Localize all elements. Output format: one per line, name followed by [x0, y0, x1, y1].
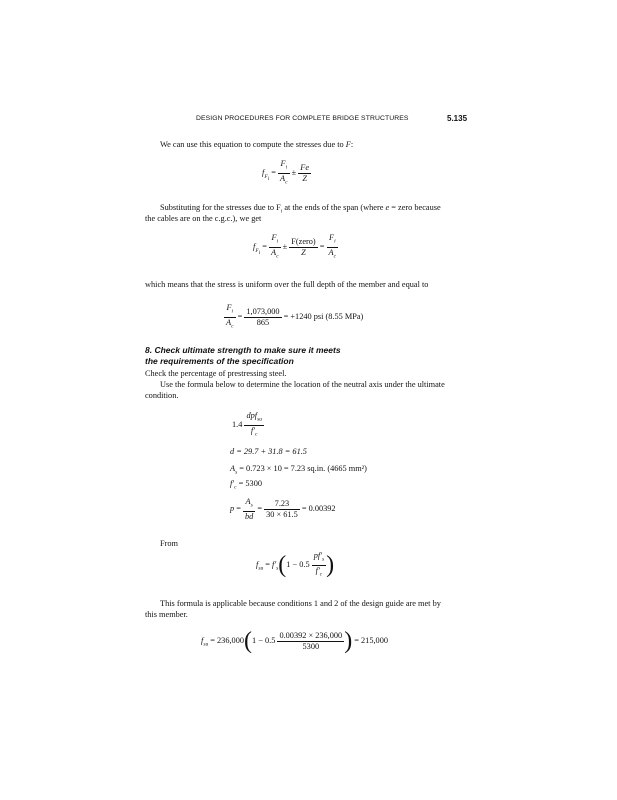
paragraph-neutral-axis: Use the formula below to determine the location of the neutral axis under the ultimate: [160, 380, 445, 389]
equation-neutral-axis: 1.4 $\frac{dpf_{su}}{f'_c}$: [232, 411, 262, 438]
equation-uniform-stress: $\frac{F_i}{A_c}$ = $\frac{1,073,000}{865}$ = +1240 psi (8.55 MPa): [226, 303, 364, 330]
equation-steel-ratio: p = $\frac{A_s}{bd}$ = $\frac{7.23}{30 \times 61.5}$ = 0.00392: [230, 497, 336, 521]
equation-stress: $f_{F_i}$ = $\frac{F_i}{A_c}$ ± $\frac{Fe}{Z}$: [262, 159, 310, 186]
equation-depth: d = 29.7 + 31.8 = 61.5: [230, 447, 307, 456]
label-from: From: [160, 539, 178, 548]
equation-fsu-result: $f_{su} = 236,000(1 - 0.5$ $\frac{0.00392 \times 236,000}{5300}$ ) = 215,000: [201, 628, 388, 654]
equation-steel-area: $A_s = 0.723 \times 10 = 7.23$ sq.in. (4665 mm²): [230, 464, 367, 476]
paragraph-neutral-axis-line2: condition.: [145, 391, 179, 400]
running-header: DESIGN PROCEDURES FOR COMPLETE BRIDGE STRUCTURES: [196, 115, 409, 122]
section-heading: 8. Check ultimate strength to make sure it meets the requirements of the specification: [145, 345, 341, 366]
paragraph-substituting-line2: the cables are on the c.g.c.), we get: [145, 214, 262, 223]
paragraph-uniform: which means that the stress is uniform over the full depth of the member and equal to: [145, 280, 429, 289]
equation-fsu: $f_{su} = f'_s(1 - 0.5$ $\frac{pf'_s}{f'_c}$ ): [256, 551, 335, 579]
paragraph-applicable-line2: this member.: [145, 610, 188, 619]
paragraph-check-percentage: Check the percentage of prestressing steel.: [145, 369, 287, 378]
paragraph-applicable: This formula is applicable because conditions 1 and 2 of the design guide are met by: [160, 599, 441, 608]
paragraph-intro: We can use this equation to compute the stresses due to F:: [160, 140, 354, 149]
paragraph-substituting: Substituting for the stresses due to $F_i$ at the ends of the span (where e = zero because: [160, 203, 441, 215]
page-number: 5.135: [447, 114, 468, 123]
equation-stress-zero: $f_{F_i}$ = $\frac{F_i}{A_c}$ ± $\frac{\text{F(zero)}}{Z}$ = $\frac{F_i}{A_c}$: [253, 233, 337, 260]
equation-concrete-strength: $f'_c = 5300$: [230, 479, 263, 491]
